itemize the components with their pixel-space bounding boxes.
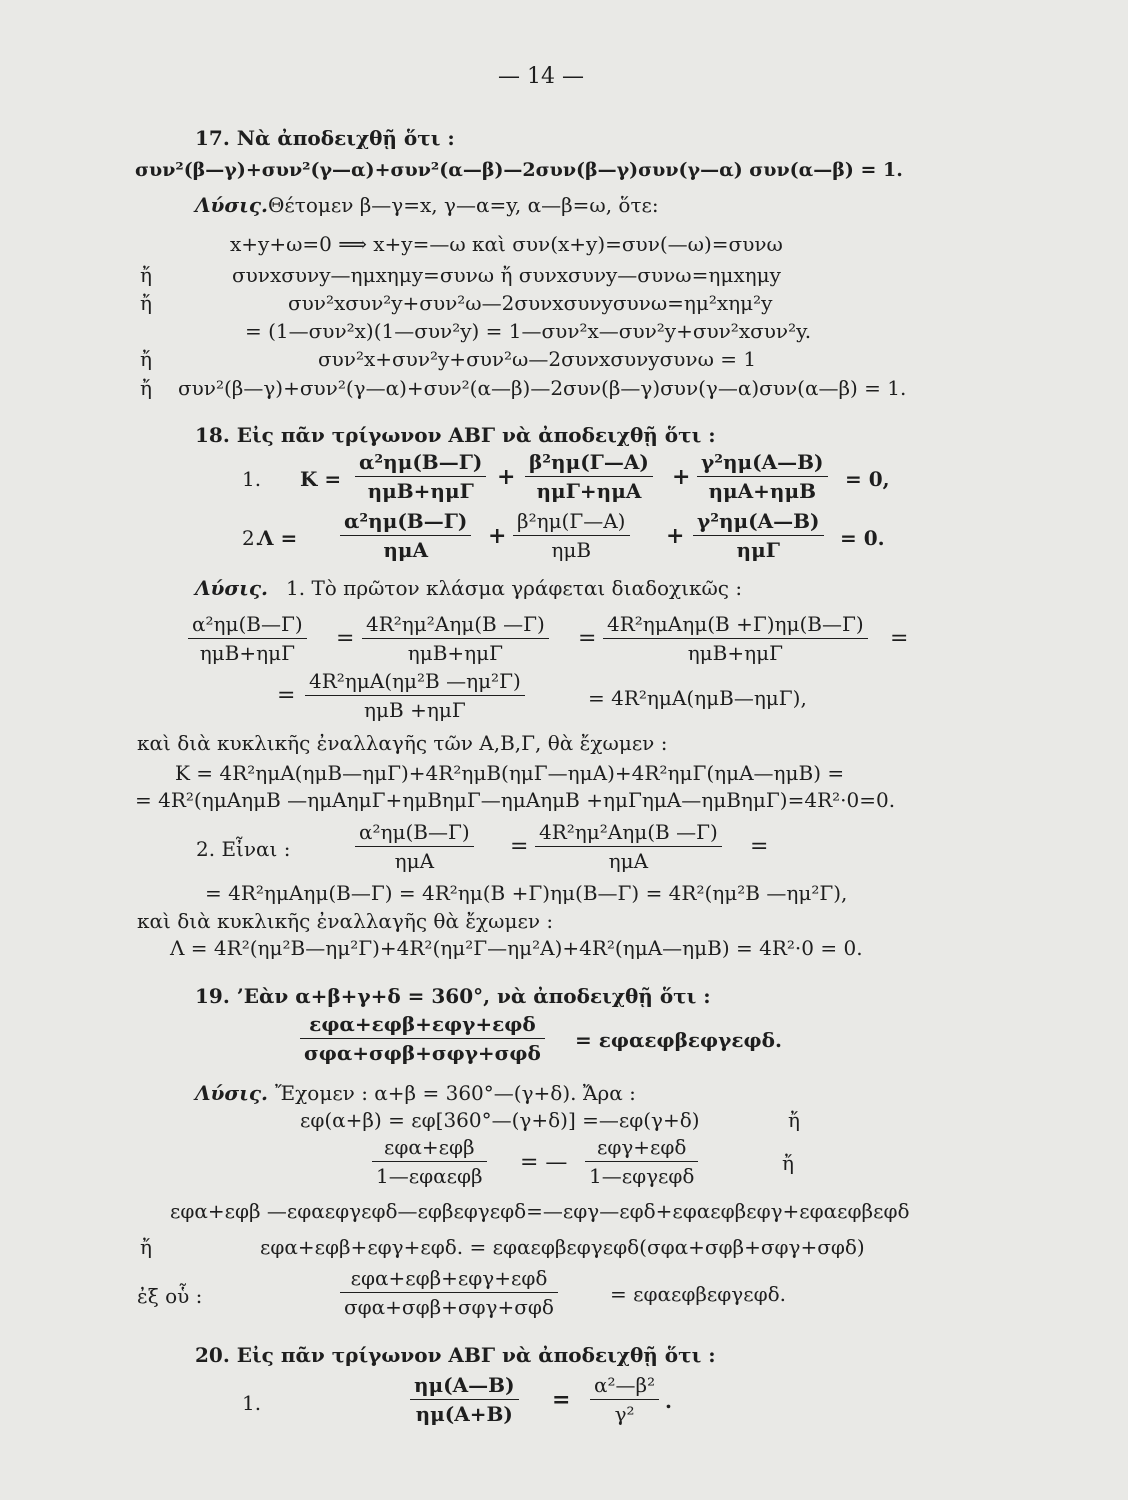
denominator: ημΓ [736,538,780,562]
fraction [590,1373,659,1426]
denominator: ημΒ+ημΓ [687,641,783,665]
numerator: γ²ημ(Α—Β) [693,509,824,536]
numerator: 4R²ημ²Αημ(Β —Γ) [362,612,549,639]
fraction [585,1135,698,1188]
or-word: ἤ [140,291,152,315]
equation-lhs: K = [300,467,342,491]
problem-20-title: 20. Εἰς πᾶν τρίγωνον ΑΒΓ νὰ ἀποδειχθῇ ὅτι : [195,1343,716,1367]
equals-sign: = [336,626,355,651]
denominator: ημΒ+ημΓ [407,641,504,665]
fraction [340,1266,558,1319]
denominator: ημΑ [608,849,649,873]
numerator: β²ημ(Γ—Α) [525,450,653,477]
problem-17-line-3: συνxσυνy—ημxημy=συνω ἤ συνxσυνy—συνω=ημxημy [232,263,781,287]
numerator: 4R²ημΑ(ημ²Β —ημ²Γ) [305,669,525,696]
fraction [188,612,307,665]
problem-18-step-10: Λ = 4R²(ημ²Β—ημ²Γ)+4R²(ημ²Γ—ημ²Α)+4R²(ημΑ—ημΒ) = 4R²·0 = 0. [170,936,863,960]
numerator: εφα+εφβ+εφγ+εφδ [340,1266,558,1293]
problem-19-step-4: εφα+εφβ —εφαεφγεφδ—εφβεφγεφδ=—εφγ—εφδ+εφαεφβεφγ+εφαεφβεφδ [170,1199,910,1223]
problem-17-line-5: = (1—συν²x)(1—συν²y) = 1—συν²x—συν²y+συν²xσυν²y. [245,319,812,343]
page-number: — 14 — [498,64,584,89]
numerator: β²ημ(Γ—Α) [513,509,630,536]
equation-end: . [665,1389,672,1413]
denominator: 1—εφαεφβ [376,1164,483,1188]
problem-17-line-6: συν²x+συν²y+συν²ω—2συνxσυνyσυνω = 1 [318,347,757,371]
or-word: ἤ [140,376,152,400]
equals-sign: = [510,834,529,859]
equation-lhs: Λ = [258,526,298,550]
equals-sign: = [578,626,597,651]
numerator: α²ημ(Β—Γ) [355,820,474,847]
numerator: εφγ+εφδ [585,1135,698,1162]
problem-18-step-1: 1. Τὸ πρῶτον κλάσμα γράφεται διαδοχικῶς : [286,576,743,600]
denominator: σφα+σφβ+σφγ+σφδ [344,1295,554,1319]
equals-sign: = [552,1387,571,1413]
numerator: α²ημ(Β—Γ) [188,612,307,639]
plus-sign: + [672,464,691,490]
problem-17-line-1: Θέτομεν β—γ=x, γ—α=y, α—β=ω, ὅτε: [268,193,659,217]
fraction [513,509,630,562]
denominator: ημΒ [551,538,592,562]
problem-18-step-7-label: 2. Εἶναι : [196,837,291,861]
problem-18-step-4: καὶ διὰ κυκλικῆς ἐναλλαγῆς τῶν Α,Β,Γ, θὰ ἔχωμεν : [137,731,668,755]
problem-19-title: 19. ’Εὰν α+β+γ+δ = 360°, νὰ ἀποδειχθῇ ὅτι : [195,984,711,1008]
fraction [300,1012,545,1065]
fraction [693,509,824,562]
problem-17-solution-label: Λύσις. [195,193,268,217]
or-word: ἤ [782,1151,794,1175]
fraction [410,1373,519,1426]
fraction [355,450,486,503]
fraction [362,612,549,665]
problem-18-step-6: = 4R²(ημΑημΒ —ημΑημΓ+ημΒημΓ—ημΑημΒ +ημΓημΑ—ημΒημΓ)=4R²·0=0. [135,788,896,812]
fraction [340,509,471,562]
problem-19-step-2: εφ(α+β) = εφ[360°—(γ+δ)] =—εφ(γ+δ) [300,1108,700,1132]
equals-sign: = [750,834,769,859]
fraction [697,450,828,503]
denominator: ημΒ+ημΓ [199,641,295,665]
numerator: α²—β² [590,1373,659,1400]
denominator: ημ(Α+Β) [415,1402,513,1426]
equation-rhs: = 0, [845,467,890,491]
plus-sign: + [666,523,685,549]
problem-18-step-8: = 4R²ημΑημ(Β—Γ) = 4R²ημ(Β +Γ)ημ(Β—Γ) = 4R²(ημ²Β —ημ²Γ), [205,881,848,905]
problem-19-step-1: Ἔχομεν : α+β = 360°—(γ+δ). Ἄρα : [275,1081,636,1105]
problem-18-solution-label: Λύσις. [195,576,268,600]
numerator: εφα+εφβ+εφγ+εφδ [300,1012,545,1039]
equation-label: 1. [242,1391,262,1415]
denominator: γ² [614,1402,635,1426]
denominator: ημΑ+ημΒ [708,479,817,503]
or-word: ἤ [140,347,152,371]
problem-19-statement-rhs: = εφαεφβεφγεφδ. [575,1028,782,1052]
fraction [535,820,722,873]
equation-label: 2. [242,526,262,550]
problem-18-step-9: καὶ διὰ κυκλικῆς ἐναλλαγῆς θὰ ἔχωμεν : [137,909,554,933]
numerator: 4R²ημ²Αημ(Β —Γ) [535,820,722,847]
fraction [372,1135,487,1188]
denominator: 1—εφγεφδ [589,1164,695,1188]
numerator: 4R²ημΑημ(Β +Γ)ημ(Β—Γ) [603,612,868,639]
or-word: ἤ [788,1108,800,1132]
equation-rhs: = 0. [840,526,885,550]
numerator: εφα+εφβ [372,1135,487,1162]
denominator: σφα+σφβ+σφγ+σφδ [304,1041,541,1065]
equation-label: 1. [242,467,262,491]
numerator: α²ημ(Β—Γ) [355,450,486,477]
or-word: ἤ [140,1235,152,1259]
denominator: ημΓ+ημΑ [536,479,642,503]
denominator: ημΑ [394,849,435,873]
problem-17-line-7: συν²(β—γ)+συν²(γ—α)+συν²(α—β)—2συν(β—γ)συν(γ—α)συν(α—β) = 1. [178,376,907,400]
problem-17-statement: συν²(β—γ)+συν²(γ—α)+συν²(α—β)—2συν(β—γ)συν(γ—α) συν(α—β) = 1. [135,159,903,181]
equals-minus: = — [520,1150,568,1175]
problem-19-step-5: εφα+εφβ+εφγ+εφδ. = εφαεφβεφγεφδ(σφα+σφβ+σφγ+σφδ) [260,1235,865,1259]
problem-17-line-2: x+y+ω=0 ⟹ x+y=—ω καὶ συν(x+y)=συν(—ω)=συνω [230,232,783,256]
fraction [603,612,868,665]
problem-19-step-6-rhs: = εφαεφβεφγεφδ. [610,1282,786,1306]
problem-19-step-6-label: ἐξ οὗ : [137,1284,203,1308]
denominator: ημΑ [383,538,429,562]
fraction [305,669,525,722]
problem-17-line-4: συν²xσυν²y+συν²ω—2συνxσυνyσυνω=ημ²xημ²y [288,291,773,315]
denominator: ημΒ+ημΓ [367,479,474,503]
equals-sign: = [890,626,909,651]
plus-sign: + [497,464,516,490]
numerator: α²ημ(Β—Γ) [340,509,471,536]
problem-19-solution-label: Λύσις. [195,1081,268,1105]
problem-18-step-5: K = 4R²ημΑ(ημΒ—ημΓ)+4R²ημΒ(ημΓ—ημΑ)+4R²ημΓ(ημΑ—ημΒ) = [175,761,845,785]
equals-sign: = [277,683,296,708]
or-word: ἤ [140,263,152,287]
problem-18-step-3-rhs: = 4R²ημΑ(ημΒ—ημΓ), [588,686,807,710]
denominator: ημΒ +ημΓ [364,698,466,722]
plus-sign: + [488,523,507,549]
numerator: ημ(Α—Β) [410,1373,519,1400]
fraction [355,820,474,873]
problem-17-title: 17. Νὰ ἀποδειχθῇ ὅτι : [195,126,455,150]
numerator: γ²ημ(Α—Β) [697,450,828,477]
problem-18-title: 18. Εἰς πᾶν τρίγωνον ΑΒΓ νὰ ἀποδειχθῇ ὅτι : [195,423,716,447]
fraction [525,450,653,503]
